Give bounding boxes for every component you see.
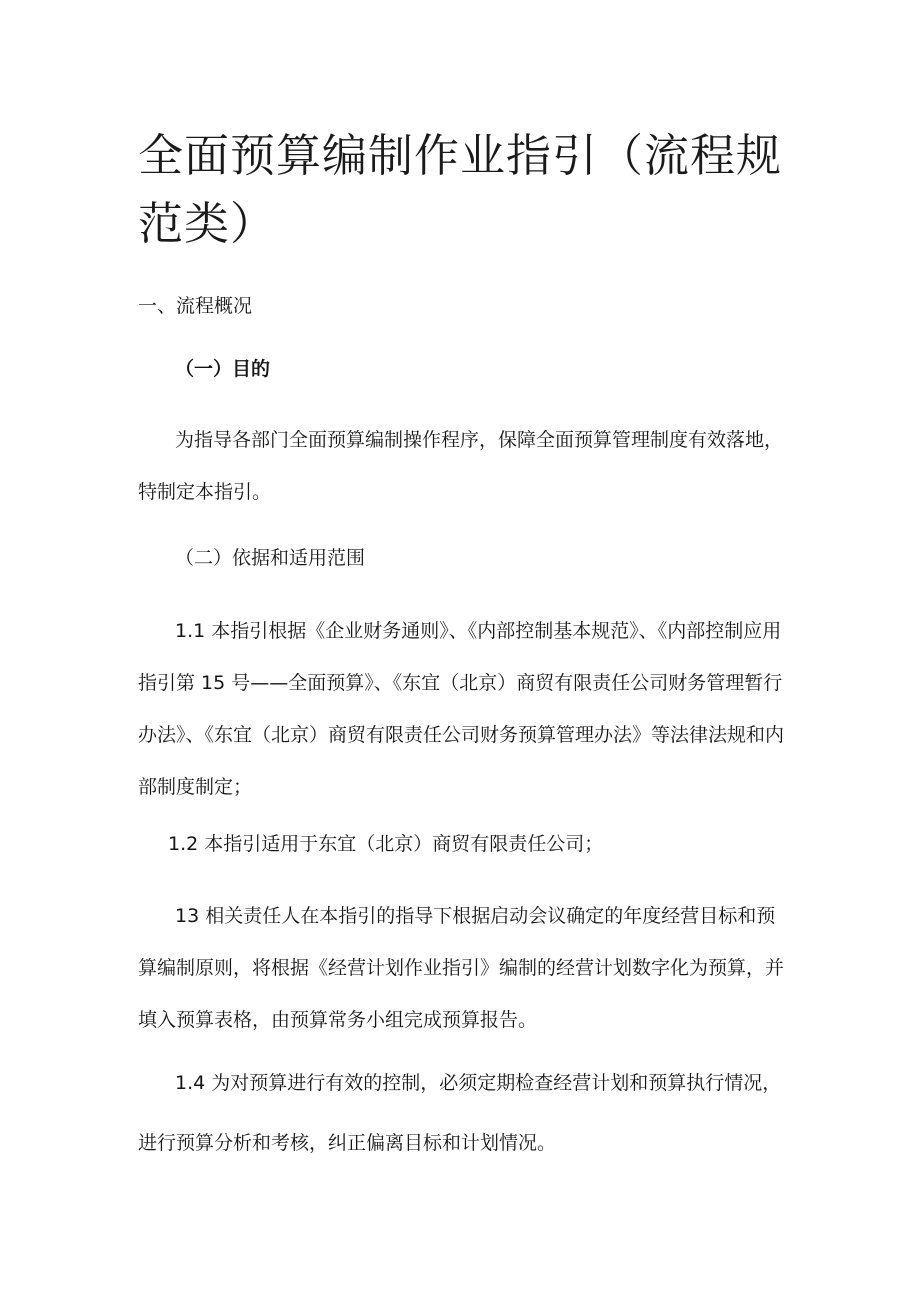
subsection-heading-basis-scope: （二）依据和适用范围 xyxy=(175,547,366,569)
clause-1-3: 13 相关责任人在本指引的指导下根据启动会议确定的年度经营目标和预算编制原则，将根据《经营计划作业指引》编制的经营计划数字化为预算，并填入预算表格，由预算常务小组完成预算报告。 xyxy=(138,905,785,1031)
subsection-heading-purpose: （一）目的 xyxy=(175,358,271,380)
document-title: 全面预算编制作业指引（流程规范类） xyxy=(138,129,783,250)
clause-1-1: 1.1 本指引根据《企业财务通则》、《内部控制基本规范》、《内部控制应用指引第 15 号——全面预算》、《东宜（北京）商贸有限责任公司财务管理暂行办法》、《东宜（北京）商贸有限责任公司财务预算管理办法》等法律法规和内部制度制定； xyxy=(138,620,785,798)
section-heading-overview: 一、流程概况 xyxy=(138,295,253,317)
purpose-paragraph: 为指导各部门全面预算编制操作程序，保障全面预算管理制度有效落地，特制定本指引。 xyxy=(138,429,784,503)
clause-1-2: 1.2 本指引适用于东宜（北京）商贸有限责任公司； xyxy=(168,833,604,855)
clause-1-4: 1.4 为对预算进行有效的控制，必须定期检查经营计划和预算执行情况，进行预算分析和考核，纠正偏离目标和计划情况。 xyxy=(138,1072,782,1154)
